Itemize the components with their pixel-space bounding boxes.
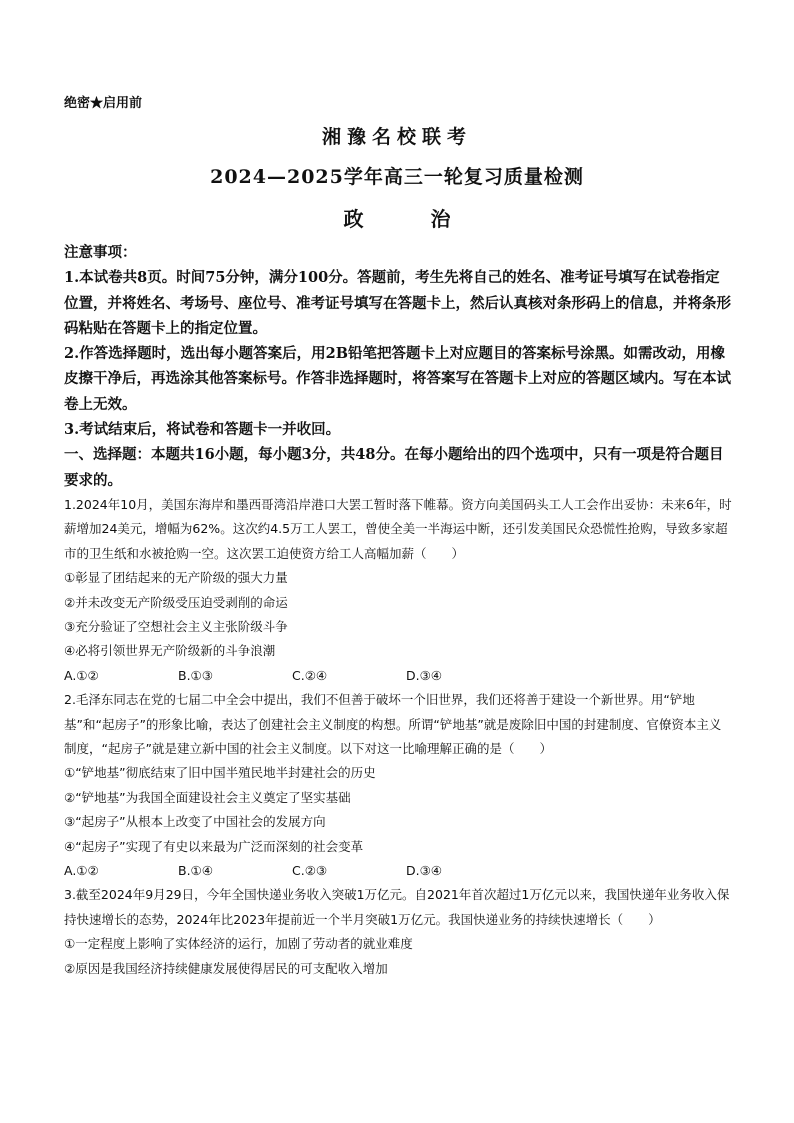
option-b: B.①④ [178, 863, 213, 879]
option-c: C.②③ [292, 863, 328, 879]
question-stem: 2.毛泽东同志在党的七届二中全会中提出，我们不但善于破坏一个旧世界，我们还将善于建设一个新世界。用“铲地基”和“起房子”的形象比喻，表达了创建社会主义制度的构想。所谓“铲地基”就是废除旧中国的封建制度、官僚资本主义制度，“起房子”就是建立新中国的社会主义制度。以下对这一比喻理解正确的是（ ） [64, 692, 722, 757]
question-2 [64, 688, 732, 883]
answer-options [64, 859, 732, 883]
option-a: A.①② [64, 863, 99, 879]
statement-item: ②并未改变无产阶级受压迫受剥削的命运 [64, 594, 288, 610]
statement-item: ①一定程度上影响了实体经济的运行，加剧了劳动者的就业难度 [64, 936, 413, 952]
exam-body [64, 240, 732, 981]
question-stem: 1.2024年10月，美国东海岸和墨西哥湾沿岸港口大罢工暂时落下帷幕。资方向美国码头工人工会作出妥协：未来6年，时薪增加24美元，增幅为62%。这次约4.5万工人罢工，曾使全美一半海运中断，还引发美国民众恐慌性抢购，导致多家超市的卫生纸和水被抢购一空。这次罢工迫使资方给工人高幅加薪（ ） [64, 496, 732, 561]
answer-options [64, 664, 732, 688]
option-c: C.②④ [292, 667, 328, 683]
question-1 [64, 493, 732, 688]
statement-item: ④“起房子”实现了有史以来最为广泛而深刻的社会变革 [64, 838, 364, 854]
exam-title: 2024—2025学年高三一轮复习质量检测 [210, 166, 584, 188]
statement-item: ②“铲地基”为我国全面建设社会主义奠定了坚实基础 [64, 789, 351, 805]
subject-title: 政 治 [343, 207, 481, 231]
section-heading: 一、选择题：本题共16小题，每小题3分，共48分。在每小题给出的四个选项中，只有一项是符合题目要求的。 [64, 446, 724, 489]
statement-item: ③“起房子”从根本上改变了中国社会的发展方向 [64, 814, 326, 830]
statement-item: ④必将引领世界无产阶级新的斗争浪潮 [64, 643, 276, 659]
note-item-2: 2.作答选择题时，选出每小题答案后，用2B铅笔把答题卡上对应题目的答案标号涂黑。如需改动，用橡皮擦干净后，再选涂其他答案标号。作答非选择题时，将答案写在答题卡上对应的答题区域内。写在本试卷上无效。 [64, 345, 731, 413]
notes-section [64, 240, 732, 493]
question-stem: 3.截至2024年9月29日，今年全国快递业务收入突破1万亿元。自2021年首次超过1万亿元以来，我国快递年业务收入保持快速增长的态势，2024年比2023年提前近一个半月突破1万亿元。我国快递业务的持续快速增长（ ） [64, 887, 730, 927]
confidential-mark: 绝密★启用前 [64, 96, 143, 111]
statement-item: ③充分验证了空想社会主义主张阶级斗争 [64, 619, 288, 634]
option-d: D.③④ [406, 863, 443, 879]
note-item-3: 3.考试结束后，将试卷和答题卡一并收回。 [64, 421, 341, 439]
question-3 [64, 883, 732, 981]
statement-item: ①“铲地基”彻底结束了旧中国半殖民地半封建社会的历史 [64, 765, 376, 781]
notes-heading: 注意事项： [64, 244, 137, 261]
option-d: D.③④ [406, 667, 443, 683]
option-b: B.①③ [178, 667, 213, 683]
statement-item: ①彰显了团结起来的无产阶级的强大力量 [64, 570, 288, 586]
exam-org-title: 湘豫名校联考 [321, 126, 472, 148]
statement-item: ②原因是我国经济持续健康发展使得居民的可支配收入增加 [64, 960, 388, 976]
note-item-1: 1.本试卷共8页。时间75分钟，满分100分。答题前，考生先将自己的姓名、准考证号填写在试卷指定位置，并将姓名、考场号、座位号、准考证号填写在答题卡上，然后认真核对条形码上的信息，并将条形码粘贴在答题卡上的指定位置。 [64, 269, 731, 337]
option-a: A.①② [64, 667, 99, 683]
